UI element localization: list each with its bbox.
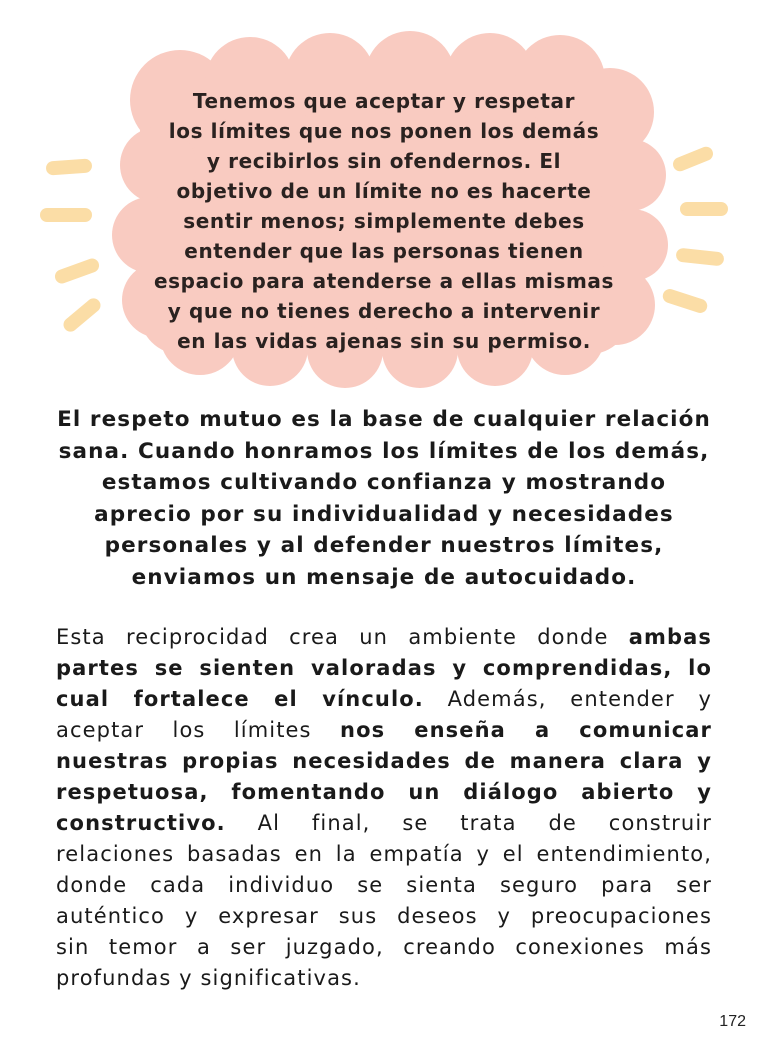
body-text-run: aceptar los límites: [56, 718, 312, 742]
body-line: sin temor a ser juzgado, creando conexiones más: [56, 935, 712, 959]
emphasis-line: aprecio por su individualidad y necesidades: [94, 501, 674, 527]
emphasis-line: sana. Cuando honramos los límites de los demás,: [58, 438, 710, 464]
body-line: [56, 684, 712, 715]
body-line: profundas y significativas.: [56, 966, 361, 990]
emphasis-line: enviamos un mensaje de autocuidado.: [131, 564, 637, 590]
decorative-dash: [680, 202, 728, 216]
callout-line: entender que las personas tienen: [184, 239, 584, 263]
body-text-run: Esta reciprocidad crea un ambiente donde: [56, 625, 609, 649]
emphasis-line: El respeto mutuo es la base de cualquier relación: [57, 407, 711, 432]
callout-line: y que no tienes derecho a intervenir: [167, 299, 601, 323]
body-bold-run: respetuosa, fomentando un diálogo abierto y: [56, 780, 712, 804]
body-line: [56, 777, 712, 808]
body-line: donde cada individuo se sienta seguro para ser: [56, 873, 712, 897]
emphasis-line: personales y al defender nuestros límites,: [104, 533, 664, 558]
body-line: [56, 622, 712, 653]
emphasis-line: estamos cultivando confianza y mostrando: [101, 470, 667, 495]
body-line: [56, 653, 712, 684]
body-line: [56, 746, 712, 777]
body-line: relaciones basadas en la empatía y el entendimiento,: [56, 842, 712, 866]
body-bold-run: constructivo.: [56, 811, 226, 835]
callout-line: sentir menos; simplemente debes: [183, 209, 585, 233]
body-line: [56, 808, 712, 839]
body-line: auténtico y expresar sus deseos y preocupaciones: [56, 904, 712, 928]
body-line: [56, 715, 712, 746]
callout-line: Tenemos que aceptar y respetar: [192, 89, 576, 113]
body-paragraph: [56, 622, 712, 994]
decorative-dash: [40, 208, 92, 222]
body-bold-run: partes se sienten valoradas y comprendidas, lo: [56, 656, 712, 680]
callout-line: espacio para atenderse a ellas mismas: [153, 269, 614, 293]
page-number: 172: [719, 1013, 746, 1030]
body-text-run: Además, entender y: [447, 687, 712, 711]
callout-box: [0, 0, 768, 400]
callout-line: y recibirlos sin ofendernos. El: [206, 149, 562, 173]
callout-line: en las vidas ajenas sin su permiso.: [177, 329, 591, 353]
body-bold-run: cual fortalece el vínculo.: [56, 687, 424, 711]
emphasis-paragraph: [40, 404, 728, 593]
body-bold-run: nos enseña a comunicar: [340, 718, 712, 742]
body-bold-run: nuestras propias necesidades de manera clara y: [56, 749, 712, 773]
callout-text: [150, 86, 618, 356]
body-text-run: Al final, se trata de construir: [257, 811, 712, 835]
body-bold-run: ambas: [628, 625, 712, 649]
callout-line: objetivo de un límite no es hacerte: [176, 179, 592, 203]
callout-line: los límites que nos ponen los demás: [168, 119, 600, 143]
